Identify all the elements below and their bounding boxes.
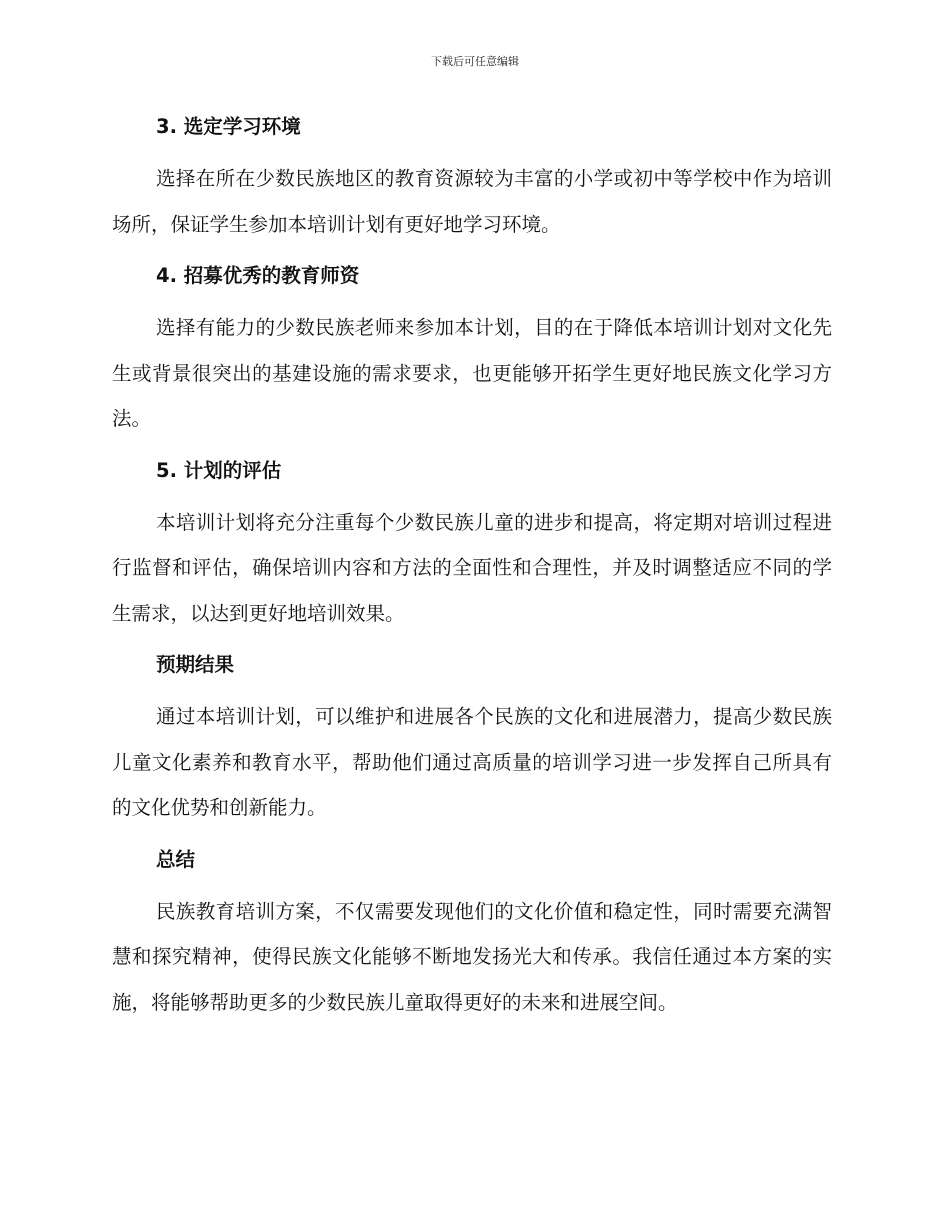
header-note: 下载后可任意编辑 [431,55,519,68]
section-paragraph-expected-results: 通过本培训计划，可以维护和进展各个民族的文化和进展潜力，提高少数民族儿童文化素养和教育水平，帮助他们通过高质量的培训学习进一步发挥自己所具有的文化优势和创新能力。 [112,705,832,819]
section-paragraph-evaluation: 本培训计划将充分注重每个少数民族儿童的进步和提高，将定期对培训过程进行监督和评估，确保培训内容和方法的全面性和合理性，并及时调整适应不同的学生需求，以达到更好地培训效果。 [112,510,832,625]
section-heading-summary: 总结 [156,847,196,871]
document-body [112,104,832,1031]
section-heading-expected-results: 预期结果 [156,653,235,676]
section-paragraph-teachers: 选择有能力的少数民族老师来参加本计划，目的在于降低本培训计划对文化先生或背景很突出的基建设施的需求要求，也更能够开拓学生更好地民族文化学习方法。 [112,316,832,430]
section-heading-evaluation: 5. 计划的评估 [156,458,282,482]
section-paragraph-environment: 选择在所在少数民族地区的教育资源较为丰富的小学或初中等学校中作为培训场所，保证学生参加本培训计划有更好地学习环境。 [112,167,832,236]
section-heading-environment: 3. 选定学习环境 [156,115,301,138]
section-heading-teachers: 4. 招募优秀的教育师资 [156,264,360,287]
section-paragraph-summary: 民族教育培训方案，不仅需要发现他们的文化价值和稳定性，同时需要充满智慧和探究精神，使得民族文化能够不断地发扬光大和传承。我信任通过本方案的实施，将能够帮助更多的少数民族儿童取得更好的未来和进展空间。 [112,899,832,1014]
